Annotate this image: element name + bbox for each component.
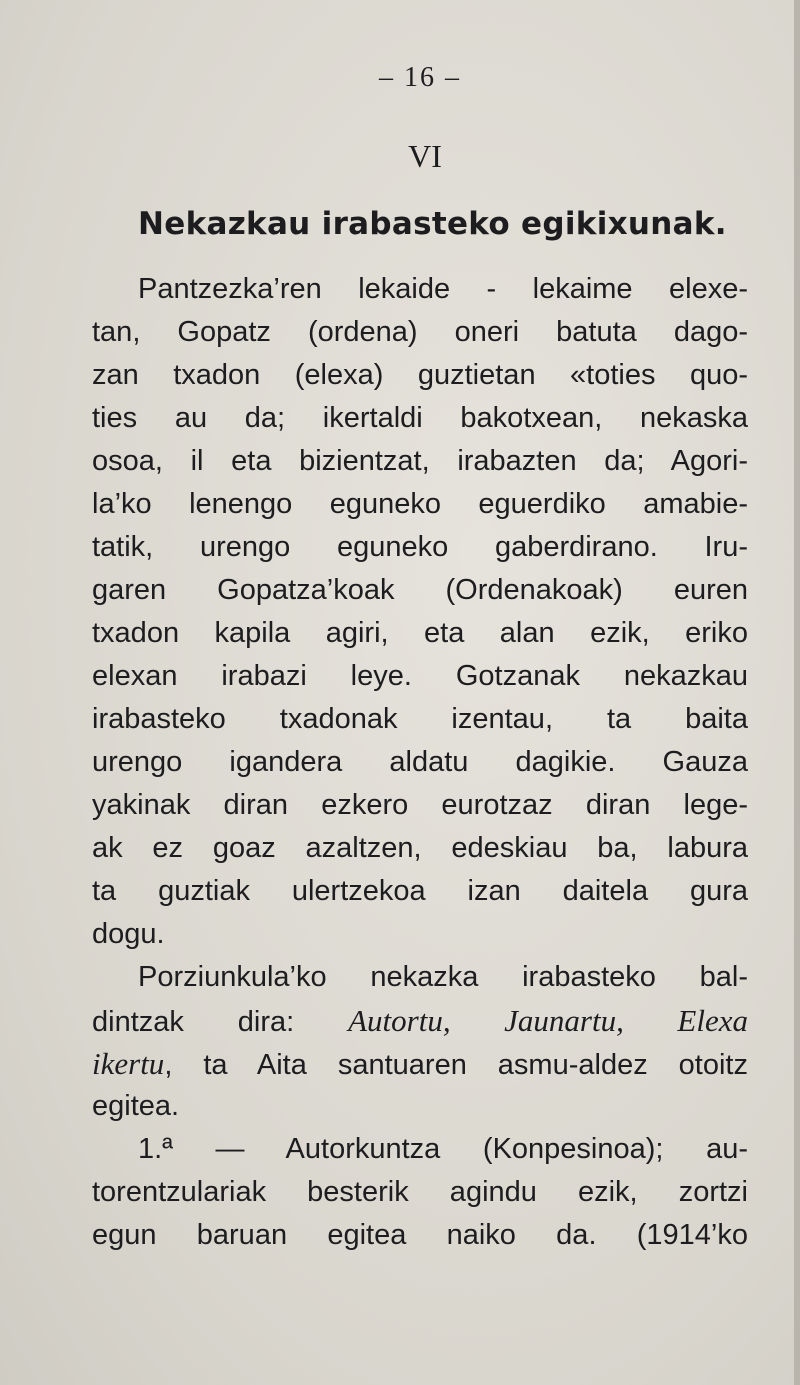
chapter-number: VI xyxy=(408,138,442,174)
text-line: egitea. xyxy=(92,1090,180,1122)
text-line xyxy=(92,999,748,1042)
text-line: txadon kapila agiri, eta alan ezik, eriko xyxy=(92,617,748,649)
text-line xyxy=(92,1042,748,1085)
text-span: dintzak dira: xyxy=(92,1006,349,1038)
text-line: la’ko lenengo eguneko eguerdiko amabie- xyxy=(92,488,748,520)
text-line: yakinak diran ezkero eurotzaz diran lege- xyxy=(92,789,748,821)
text-line: tatik, urengo eguneko gaberdirano. Iru- xyxy=(92,531,748,563)
text-line: zan txadon (elexa) guztietan «toties quo- xyxy=(92,359,748,391)
text-line: irabasteko txadonak izentau, ta baita xyxy=(92,703,748,735)
text-span: , ta Aita santuaren asmu-aldez otoitz xyxy=(164,1049,748,1081)
text-line: ta guztiak ulertzekoa izan daitela gura xyxy=(92,875,748,907)
italic-text: Autortu, Jaunartu, Elexa xyxy=(348,1003,748,1038)
text-line: tan, Gopatz (ordena) oneri batuta dago- xyxy=(92,316,748,348)
text-line: torentzulariak besterik agindu ezik, zortzi xyxy=(92,1176,748,1208)
section-heading: Nekazkau irabasteko egikixunak. xyxy=(138,206,727,242)
text-line: dogu. xyxy=(92,918,165,950)
text-line: Porziunkula’ko nekazka irabasteko bal- xyxy=(138,961,748,993)
text-line: osoa, il eta bizientzat, irabazten da; Agori- xyxy=(92,445,748,477)
text-line: ak ez goaz azaltzen, edeskiau ba, labura xyxy=(92,832,748,864)
text-line: elexan irabazi leye. Gotzanak nekazkau xyxy=(92,660,748,692)
page-edge xyxy=(794,0,800,1385)
text-line: urengo igandera aldatu dagikie. Gauza xyxy=(92,746,748,778)
page-number: – 16 – xyxy=(379,62,461,93)
text-line: egun baruan egitea naiko da. (1914’ko xyxy=(92,1219,748,1251)
text-line: ties au da; ikertaldi bakotxean, nekaska xyxy=(92,402,748,434)
body-text xyxy=(92,268,748,1257)
italic-text: ikertu xyxy=(92,1046,165,1081)
text-line: 1.ª — Autorkuntza (Konpesinoa); au- xyxy=(138,1133,748,1165)
text-line: garen Gopatza’koak (Ordenakoak) euren xyxy=(92,574,748,606)
text-line: Pantzezka’ren lekaide - lekaime elexe- xyxy=(138,273,748,305)
